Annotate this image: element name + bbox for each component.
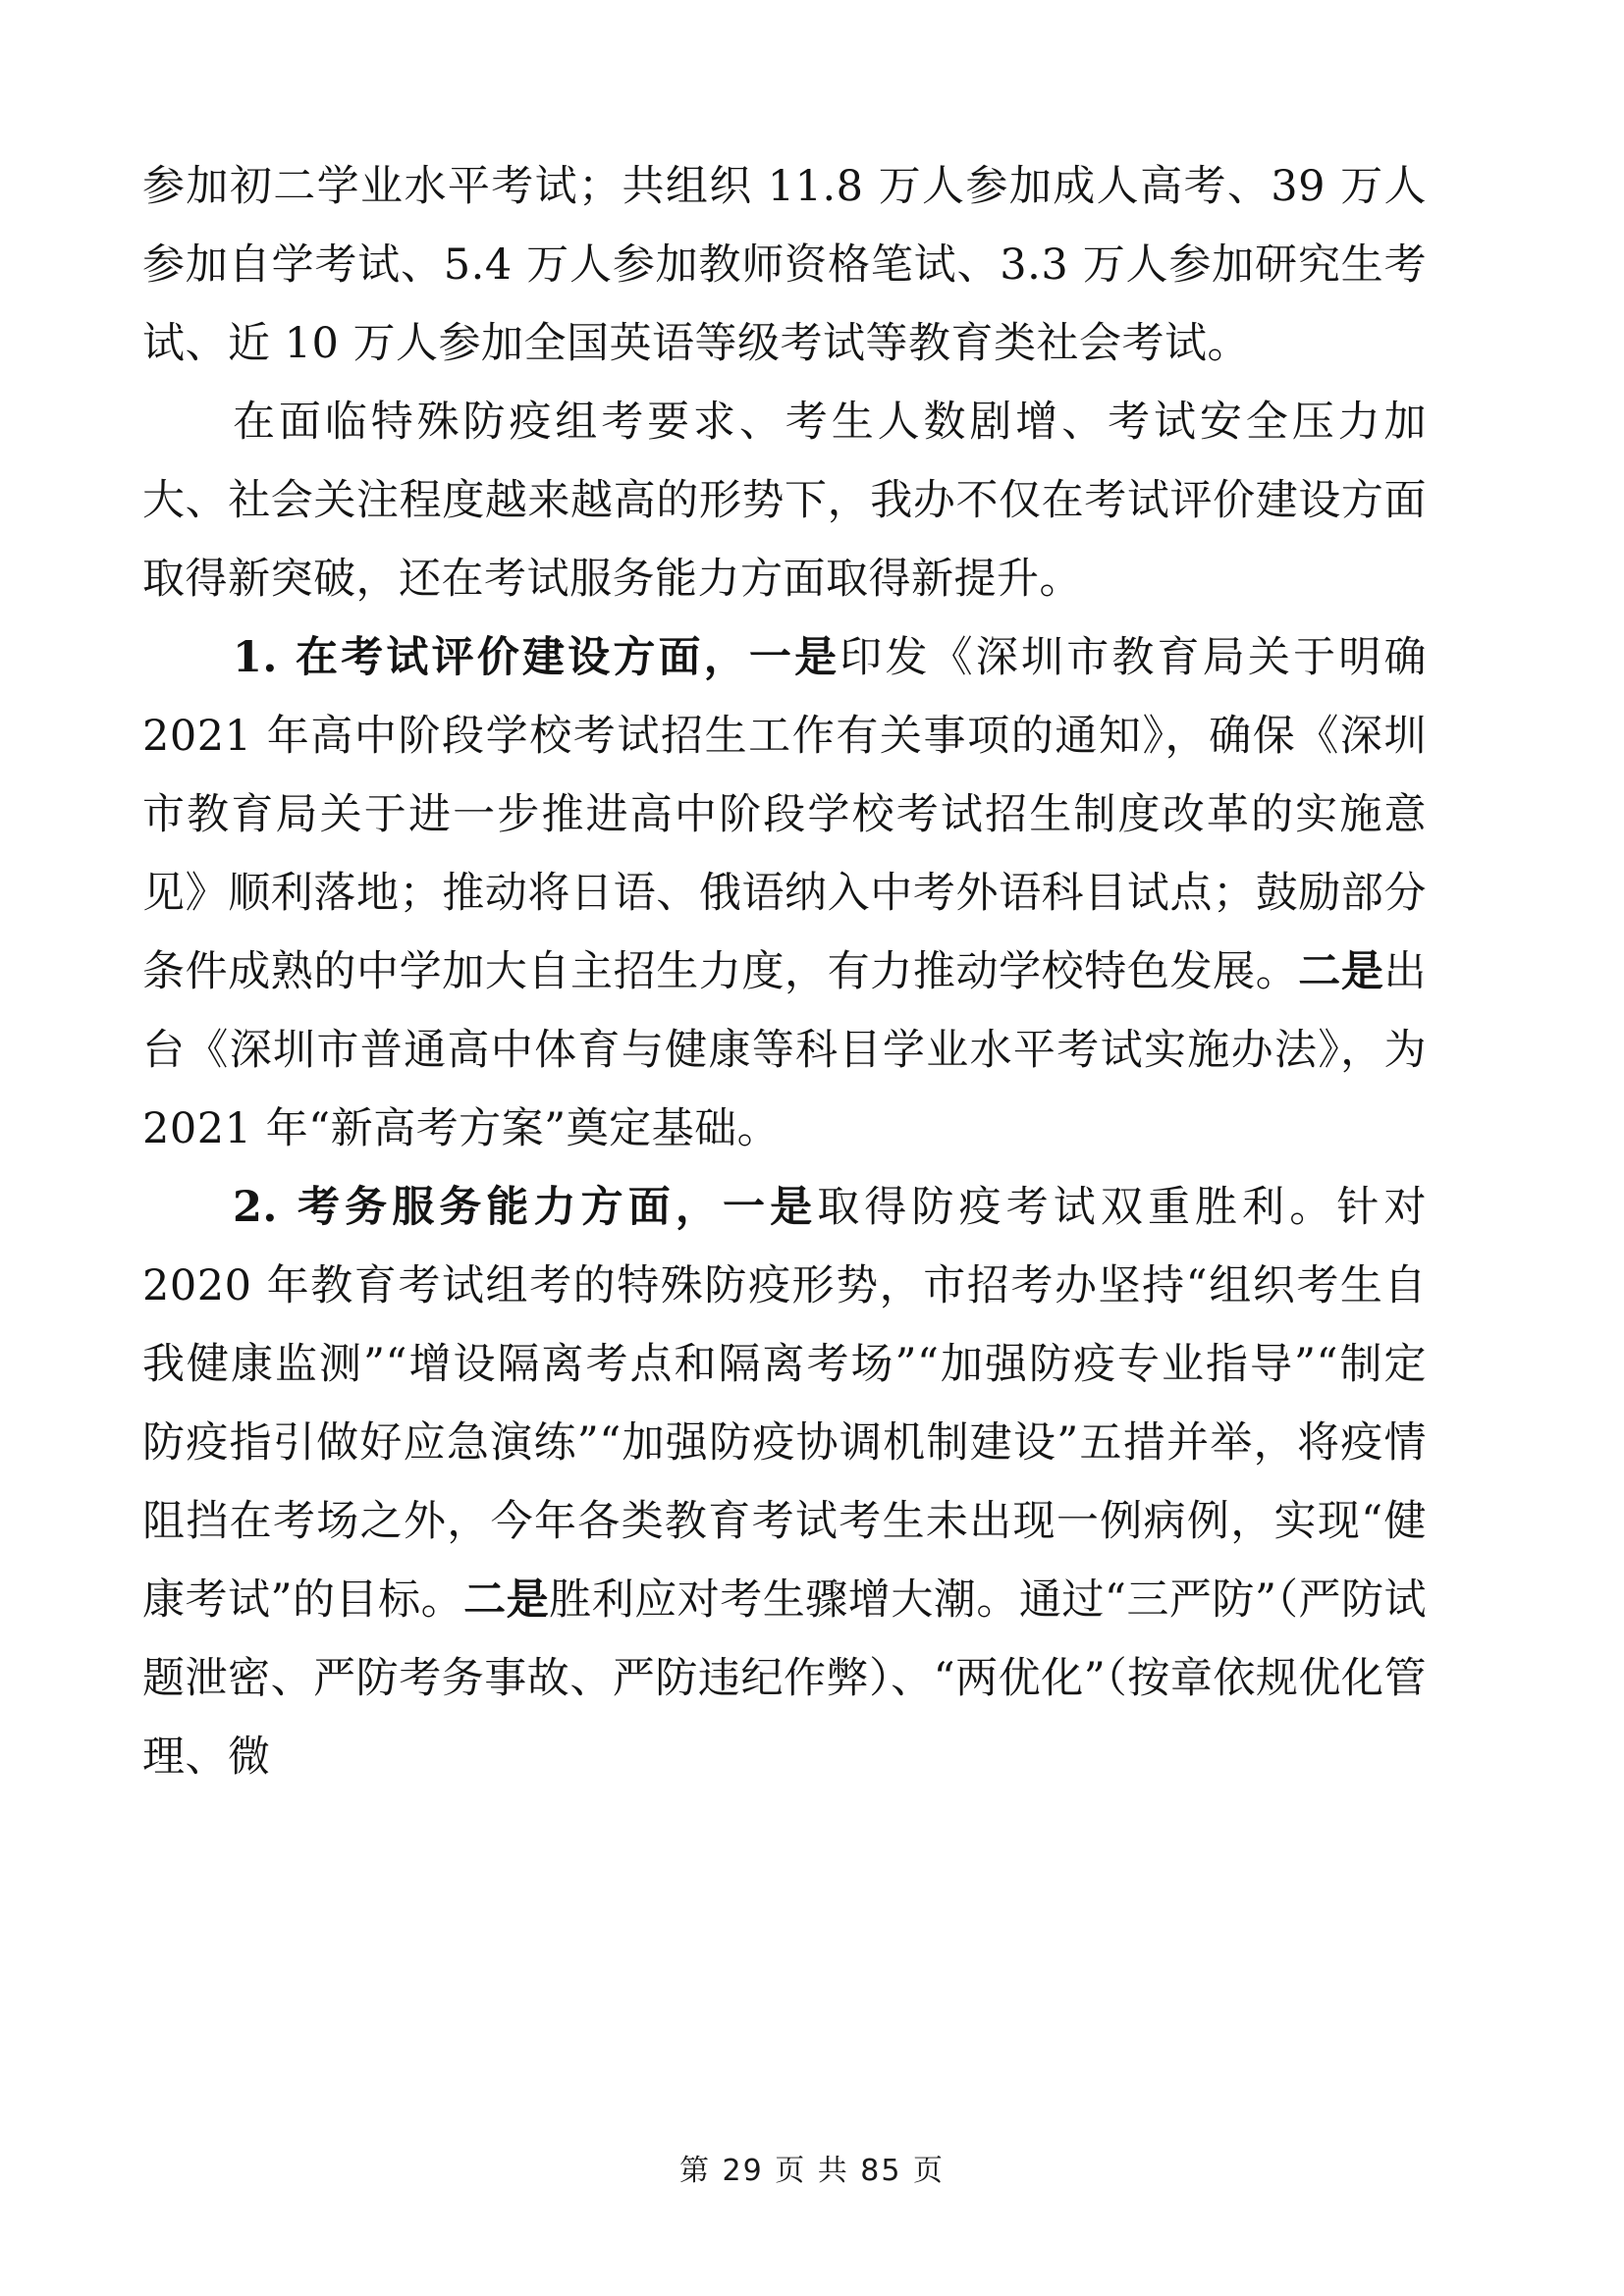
page-footer (0, 2146, 1624, 2189)
item-1-body-a: 印发《深圳市教育局关于明确 2021 年高中阶段学校考试招生工作有关事项的通知》，确保《深圳市教育局关于进一步推进高中阶段学校考试招生制度改革的实施意见》顺利落地；推动将日语、俄语纳入中考外语科目试点；鼓励部分条件成熟的中学加大自主招生力度，有力推动学校特色发展。 (142, 633, 1427, 996)
item-2-heading: 2. 考务服务能力方面，一是 (233, 1183, 818, 1232)
item-2-body-a: 取得防疫考试双重胜利。针对 2020 年教育考试组考的特殊防疫形势，市招考办坚持“组织考生自我健康监测”“增设隔离考点和隔离考场”“加强防疫专业指导”“制定防疫指引做好应急演练”“加强防疫协调机制建设”五措并举，将疫情阻挡在考场之外，今年各类教育考试考生未出现一例病例，实现“健康考试”的目标。 (142, 1183, 1427, 1625)
item-1-subheading-2: 二是 (1298, 947, 1384, 996)
page-number-label: 第 29 页 共 85 页 (678, 2154, 946, 2188)
paragraph-continued (142, 147, 1427, 383)
paragraph-situation (142, 383, 1427, 618)
paragraph-item-2 (142, 1168, 1427, 1796)
paragraph-item-1 (142, 618, 1427, 1168)
item-1-heading: 1. 在考试评价建设方面，一是 (233, 633, 840, 682)
document-body (142, 147, 1427, 1796)
item-1-body-b: 出台《深圳市普通高中体育与健康等科目学业水平考试实施办法》，为 2021 年“新高考方案”奠定基础。 (142, 947, 1428, 1153)
paragraph-run-text: 参加初二学业水平考试；共组织 11.8 万人参加成人高考、39 万人参加自学考试、5.4 万人参加教师资格笔试、3.3 万人参加研究生考试、近 10 万人参加全国英语等级考试等教育类社会考试。 (142, 162, 1427, 368)
item-2-subheading-2: 二是 (463, 1575, 550, 1625)
paragraph-run-text: 在面临特殊防疫组考要求、考生人数剧增、考试安全压力加大、社会关注程度越来越高的形势下，我办不仅在考试评价建设方面取得新突破，还在考试服务能力方面取得新提升。 (142, 398, 1427, 604)
item-2-body-b: 胜利应对考生骤增大潮。通过“三严防”（严防试题泄密、严防考务事故、严防违纪作弊）、“两优化”（按章依规优化管理、微 (142, 1575, 1428, 1782)
